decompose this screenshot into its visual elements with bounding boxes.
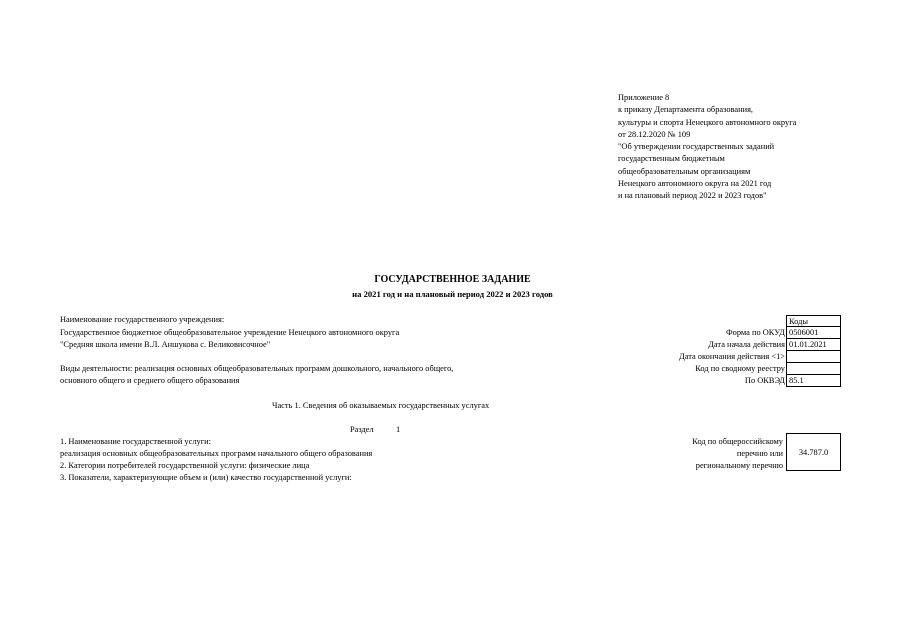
- appendix-line: общеобразовательным организациям: [618, 166, 751, 176]
- code-value-end-date: [786, 351, 841, 363]
- code-value-registry: [786, 363, 841, 375]
- institution-name-line1: Государственное бюджетное общеобразовательное учреждение Ненецкого автономного округа: [60, 328, 400, 337]
- appendix-line: Ненецкого автономного округа на 2021 год: [618, 179, 772, 189]
- indicators-heading: 3. Показатели, характеризующие объем и (или) качество государственной услуги:: [60, 473, 352, 482]
- institution-name-line2: "Средняя школа имени В.Л. Аншукова с. Великовисочное": [60, 340, 271, 349]
- code-label-start-date: Дата начала действия: [708, 340, 785, 349]
- codes-header: Коды: [786, 315, 841, 327]
- code-value-okved: 85.1: [786, 375, 841, 387]
- institution-label: Наименование государственного учреждения:: [60, 315, 225, 324]
- appendix-line: от 28.12.2020 № 109: [618, 129, 691, 139]
- appendix-line: к приказу Департамента образования,: [618, 105, 754, 115]
- code-value-start-date: 01.01.2021: [786, 339, 841, 351]
- section-number: 1: [396, 425, 401, 434]
- document-subtitle: на 2021 год и на плановый период 2022 и 2023 годов: [352, 289, 553, 299]
- appendix-line: Приложение 8: [618, 93, 670, 102]
- code-label-registry: Код по сводному реестру: [695, 364, 785, 373]
- appendix-line: "Об утверждении государственных заданий: [618, 142, 775, 152]
- registry-label-line3: региональному перечню: [695, 461, 783, 470]
- code-label-okved: По ОКВЭД: [744, 376, 785, 385]
- document-title: ГОСУДАРСТВЕННОЕ ЗАДАНИЕ: [374, 274, 531, 285]
- code-label-okud: Форма по ОКУД: [726, 328, 785, 337]
- code-value-okud: 0506001: [786, 327, 841, 339]
- consumer-categories: 2. Категории потребителей государственной услуги: физические лица: [60, 461, 310, 470]
- appendix-line: и на плановый период 2022 и 2023 годов": [618, 191, 767, 201]
- registry-code-value: 34.787.0: [786, 433, 841, 471]
- registry-label-line1: Код по общероссийскому: [692, 437, 783, 446]
- section-label: Раздел: [350, 425, 374, 434]
- registry-label-line2: перечню или: [736, 449, 783, 458]
- part1-heading: Часть 1. Сведения об оказываемых государственных услугах: [272, 401, 490, 410]
- code-label-end-date: Дата окончания действия <1>: [679, 352, 785, 361]
- appendix-note: [618, 92, 796, 203]
- appendix-line: государственным бюджетным: [618, 154, 725, 164]
- service-name-value: реализация основных общеобразовательных программ начального общего образования: [60, 449, 373, 458]
- appendix-line: культуры и спорта Ненецкого автономного округа: [618, 117, 797, 127]
- service-name-label: 1. Наименование государственной услуги:: [60, 437, 211, 446]
- activities-line2: основного общего и среднего общего образования: [60, 376, 240, 385]
- activities-line1: Виды деятельности: реализация основных общеобразовательных программ дошкольного, начального общего,: [60, 364, 454, 373]
